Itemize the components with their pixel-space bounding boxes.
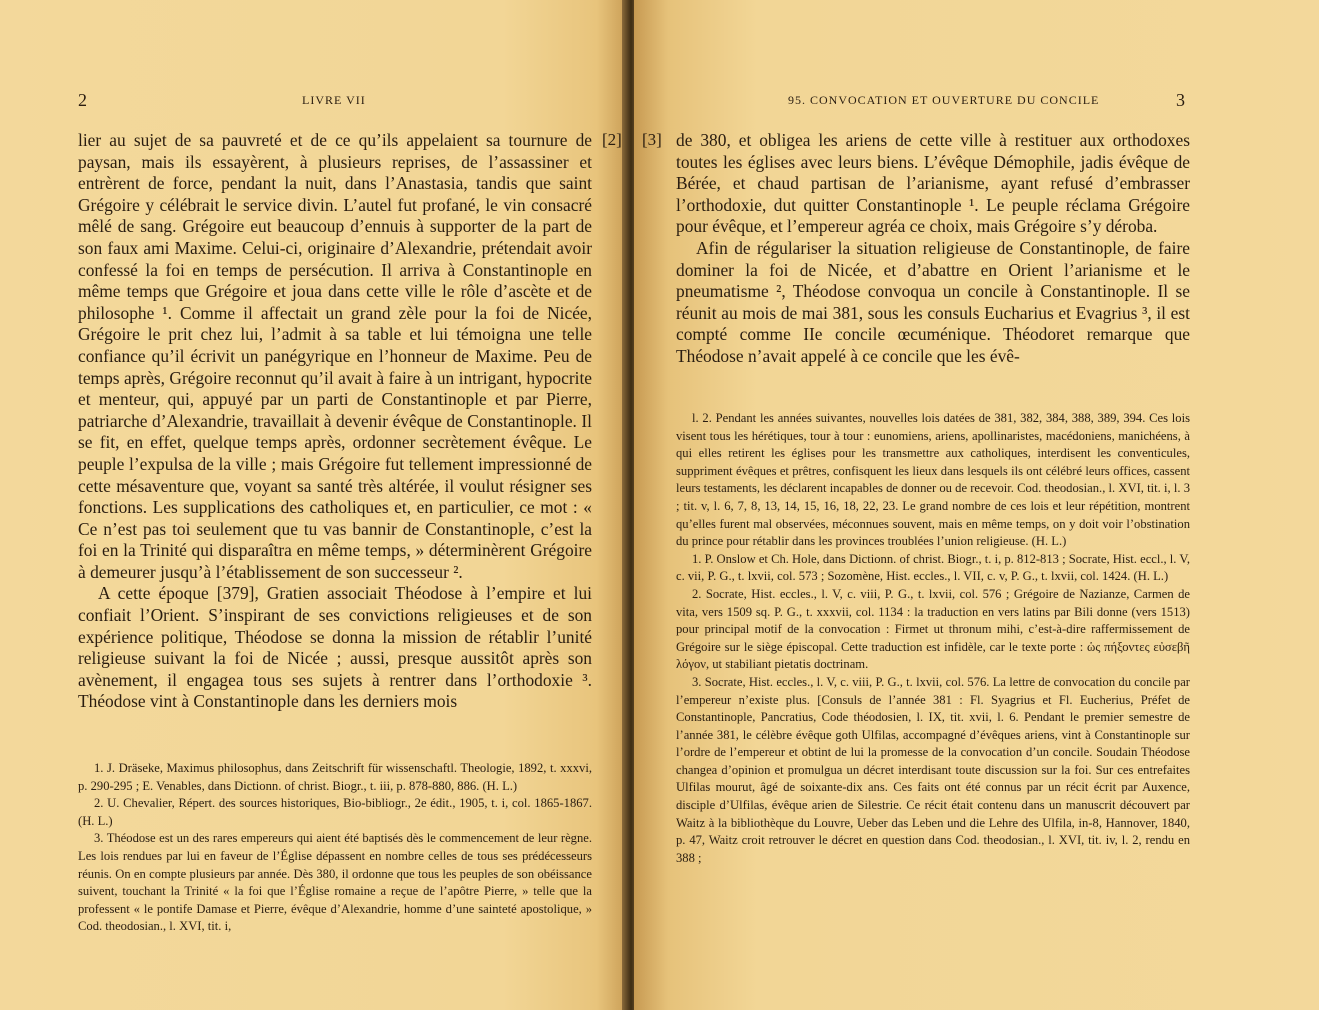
right-footnote-1: l. 2. Pendant les années suivantes, nouvelles lois datées de 381, 382, 384, 388, 389, 394. Ces lois visent tous les hérétiques, tour à tour : eunomiens, ariens, apollinaristes, macédoniens, manichéens, à qui elles retirent les églises pour les transmettre aux catholiques, interdisent les conventicules, suppriment évêques et prêtres, confisquent les lieux dans lesquels ils ont célébré leurs offices, cassent leurs testaments, les déclarent incapables de donner ou de recevoir. Cod. theodosian., l. XVI, tit. i, l. 3 ; tit. v, l. 6, 7, 8, 13, 14, 15, 16, 18, 22, 23. Le grand nombre de ces lois et leur répétition, montrent qu’elles furent mal observées, méconnues souvent, mais en même temps, on y doit voir l’obstination du prince pour rétablir dans les provinces troublées l’union religieuse. (H. L.) — [676, 411, 1190, 549]
right-footnote-3: 2. Socrate, Hist. eccles., l. V, c. viii, P. G., t. lxvii, col. 576 ; Grégoire de Nazianze, Carmen de vita, vers 1509 sq. P. G., t. xxxvii, col. 1134 : la traduction en vers latins par Bili donne (vers 1513) pour principal motif de la convocation : Firmet ut thronum mihi, c’est-à-dire raffermissement de Grégoire sur le siège épiscopal. Cette traduction est infidèle, car le texte porte : ὡς πήξοντες εὐσεβῆ λόγον, ut stabiliant pietatis doctrinam. — [676, 586, 1190, 672]
right-footnote-2: 1. P. Onslow et Ch. Hole, dans Dictionn. of christ. Biogr., t. i, p. 812-813 ; Socrate, Hist. eccl., l. V, c. vii, P. G., t. lxvii, col. 573 ; Sozomène, Hist. eccles., l. VII, c. v, P. G., t. lxvii, col. 1424. (H. L.) — [676, 551, 1190, 584]
right-footnote-4: 3. Socrate, Hist. eccles., l. V, c. viii, P. G., t. lxvii, col. 576. La lettre de convocation du concile par l’empereur n’existe plus. [Consuls de l’année 381 : Fl. Syagrius et Fl. Eucherius, Préfet de Constantinople, Pancratius, Code théodosien, l. IX, tit. xvii, l. 6. Pendant le premier semestre de l’année 381, le célèbre évêque goth Ulfilas, accompagné d’évêques ariens, vint à Constantinople sur l’ordre de l’empereur et obtint de lui la promesse de la convocation d’un concile. Soudain Théodose changea d’opinion et promulgua un décret interdisant toute discussion sur la foi. Sur ces entrefaites Ulfilas mourut, âgé de soixante-dix ans. Ces faits ont été connus par un récit écrit par Auxence, disciple d’Ulfilas, évêque arien de Silestrie. Ce récit était contenu dans un manuscrit découvert par Waitz à la bibliothèque du Louvre, Ueber das Leben und die Lehre des Ulfila, in-8, Hannover, 1840, p. 47, Waitz croit retrouver le décret en question dans Cod. theodosian., l. XVI, tit. iv, l. 2, rendu en 388 ; — [676, 674, 1190, 865]
left-footnote-2: 2. U. Chevalier, Répert. des sources historiques, Bio-bibliogr., 2e édit., 1905, t. i, col. 1865-1867. (H. L.) — [78, 796, 592, 828]
left-footnote-3: 3. Théodose est un des rares empereurs qui aient été baptisés dès le commencement de leur règne. Les lois rendues par lui en faveur de l’Église dépassent en nombre celles de tous ses prédécesseurs réunis. On en compte plusieurs par année. Dès 380, il ordonne que tous les peuples de son obéissance suivent, touchant la Trinité « la foi que l’Église romaine a reçue de l’apôtre Pierre, » telle que la professent « le pontife Damase et Pierre, évêque d’Alexandrie, homme d’une sainteté apostolique, » Cod. theodosian., l. XVI, tit. i, — [78, 831, 592, 934]
right-paragraph-1: de 380, et obligea les ariens de cette ville à restituer aux orthodoxes toutes les églises avec leurs biens. L’évêque Démophile, jadis évêque de Bérée, et chaud partisan de l’arianisme, ayant refusé d’embrasser l’orthodoxie, dut quitter Constantinople ¹. Le peuple réclama Grégoire pour évêque, et l’empereur agréa ce choix, mais Grégoire s’y déroba. — [676, 130, 1190, 237]
page-number-left: 2 — [78, 90, 87, 110]
left-footnote-1: 1. J. Dräseke, Maximus philosophus, dans Zeitschrift für wissenschaftl. Theologie, 1892, t. xxxvi, p. 290-295 ; E. Venables, dans Dictionn. of christ. Biogr., t. iii, p. 878-880, 886. (H. L.) — [78, 761, 592, 793]
left-paragraph-1: lier au sujet de sa pauvreté et de ce qu’ils appelaient sa tournure de paysan, mais ils essayèrent, à plusieurs reprises, de l’assassiner et entrèrent de force, pendant la nuit, dans l’Anastasia, tandis que saint Grégoire y célébrait le service divin. L’autel fut profané, le vin consacré mêlé de sang. Grégoire eut beaucoup d’ennuis à supporter de la part de son faux ami Maxime. Celui-ci, originaire d’Alexandrie, prétendait avoir confessé la foi en temps de persécution. Il arriva à Constantinople en même temps que Grégoire et joua dans cette ville le rôle d’ascète et de philosophe ¹. Comme il affectait un grand zèle pour la foi de Nicée, Grégoire le prit chez lui, l’admit à sa table et lui témoigna une telle confiance qu’il écrivit un panégyrique en l’honneur de Maxime. Peu de temps après, Grégoire reconnut qu’il avait à faire à un intrigant, hypocrite et menteur, qui, appuyé par un parti de Constantinople et par Pierre, patriarche d’Alexandrie, travaillait à devenir évêque de Constantinople. Il se fit, en effet, quelque temps après, ordonner secrètement évêque. Le peuple l’expulsa de la ville ; mais Grégoire fut tellement impressionné de cette mésaventure que, voyant sa santé très altérée, il voulut résigner ses fonctions. Les supplications des catholiques et, en particulier, ce mot : « Ce n’est pas toi seulement que tu vas bannir de Constantinople, c’est la foi en la Trinité qui disparaîtra en même temps, » déterminèrent Grégoire à demeurer jusqu’à l’établissement de son successeur ². — [78, 130, 592, 582]
left-paragraph-2: A cette époque [379], Gratien associait Théodose à l’empire et lui confiait l’Orient. S’inspirant de ses convictions religieuses et de son expérience politique, Théodose se donna la mission de rétablir l’unité religieuse suivant la foi de Nicée ; aussi, presque aussitôt après son avènement, il engagea tous ses sujets à rentrer dans l’orthodoxie ³. Théodose vint à Constantinople dans les derniers mois — [78, 583, 592, 712]
right-page — [634, 0, 1319, 1010]
margin-marker-right: [3] — [642, 130, 662, 149]
right-body-text — [676, 130, 1190, 368]
left-body-text — [78, 130, 592, 713]
running-head-left: LIVRE VII — [302, 93, 366, 107]
running-head-right: 95. CONVOCATION ET OUVERTURE DU CONCILE — [788, 93, 1100, 107]
right-paragraph-2: Afin de régulariser la situation religieuse de Constantinople, de faire dominer la foi de Nicée, et d’abattre en Orient l’arianisme et le pneumatisme ², Théodose convoqua un concile à Constantinople. Il se réunit au mois de mai 381, sous les consuls Eucharius et Evagrius ³, il est compté comme IIe concile œcuménique. Théodoret remarque que Théodose n’avait appelé à ce concile que les évê- — [676, 237, 1190, 366]
left-footnotes — [78, 760, 592, 936]
margin-marker-left: [2] — [602, 130, 622, 149]
right-footnotes — [676, 410, 1190, 867]
left-page — [0, 0, 628, 1010]
page-number-right: 3 — [1176, 90, 1185, 110]
